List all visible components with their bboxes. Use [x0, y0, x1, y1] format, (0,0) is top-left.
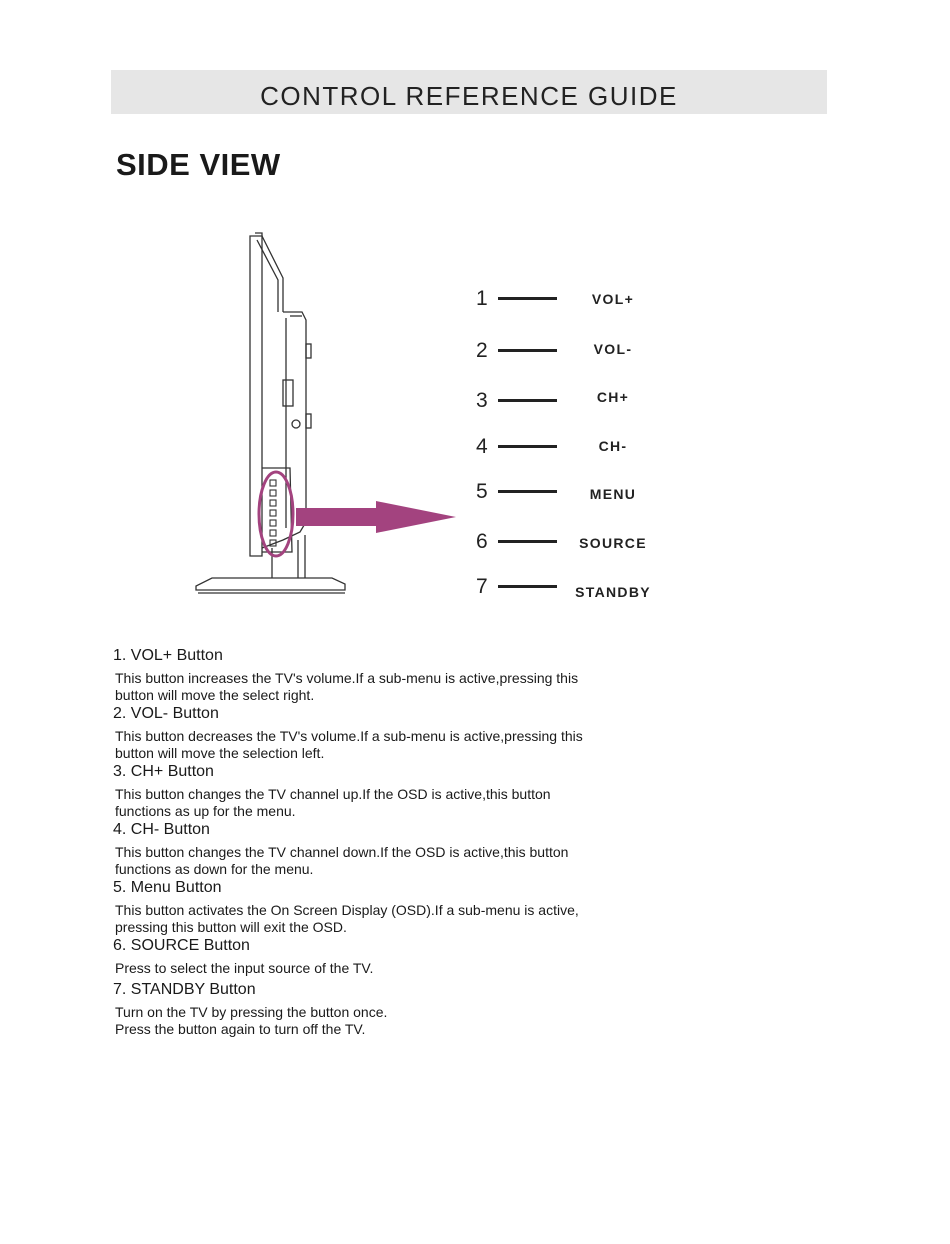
description-text: Press to select the input source of the TV.: [115, 960, 374, 976]
callout-leader-line: [498, 445, 557, 448]
description-item: [113, 980, 673, 1038]
callout-number: 3: [476, 389, 488, 412]
description-item: [113, 762, 673, 820]
side-buttons-icon: [270, 480, 276, 546]
callout-leader-line: [498, 297, 557, 300]
description-title: 3. CH+ Button: [113, 763, 214, 780]
description-text: This button changes the TV channel up.If the OSD is active,this button functions as up for the menu.: [115, 786, 551, 819]
callout-number: 5: [476, 480, 488, 503]
section-heading: SIDE VIEW: [116, 147, 281, 182]
callout-label: CH-: [598, 438, 628, 454]
callout-label: SOURCE: [579, 535, 647, 551]
arrow-right-icon: [296, 501, 456, 533]
button-descriptions: [113, 646, 673, 1038]
callout-leader-line: [498, 399, 557, 402]
description-title: 1. VOL+ Button: [113, 647, 223, 664]
description-text: This button decreases the TV's volume.If a sub-menu is active,pressing this button will move the selection left.: [115, 728, 583, 761]
callout-leader-line: [498, 540, 557, 543]
description-text: Turn on the TV by pressing the button once. Press the button again to turn off the TV.: [115, 1004, 388, 1037]
callout-number: 1: [476, 287, 488, 310]
description-title: 4. CH- Button: [113, 821, 210, 838]
description-item: [113, 936, 673, 977]
callout-number: 6: [476, 530, 488, 553]
callout-number: 4: [476, 435, 488, 458]
callout-label: VOL-: [593, 341, 633, 357]
description-title: 5. Menu Button: [113, 879, 222, 896]
callout-leader-line: [498, 490, 557, 493]
description-item: [113, 878, 673, 936]
callout-number: 2: [476, 339, 488, 362]
callout-number: 7: [476, 575, 488, 598]
callout-label: VOL+: [591, 291, 635, 307]
page-title: CONTROL REFERENCE GUIDE: [260, 81, 678, 111]
description-item: [113, 820, 673, 878]
tv-outline-icon: [196, 233, 345, 593]
description-title: 7. STANDBY Button: [113, 981, 256, 998]
callout-label: MENU: [589, 486, 637, 502]
description-item: [113, 646, 673, 704]
description-text: This button activates the On Screen Display (OSD).If a sub-menu is active, pressing this button will exit the OSD.: [115, 902, 579, 935]
description-title: 6. SOURCE Button: [113, 937, 250, 954]
callout-leader-line: [498, 585, 557, 588]
callout-leader-line: [498, 349, 557, 352]
callout-label: STANDBY: [575, 584, 651, 600]
callout-label: CH+: [596, 389, 630, 405]
description-text: This button increases the TV's volume.If a sub-menu is active,pressing this button will move the select right.: [115, 670, 579, 703]
description-item: [113, 704, 673, 762]
description-text: This button changes the TV channel down.If the OSD is active,this button functions as down for the menu.: [115, 844, 569, 877]
description-title: 2. VOL- Button: [113, 705, 219, 722]
